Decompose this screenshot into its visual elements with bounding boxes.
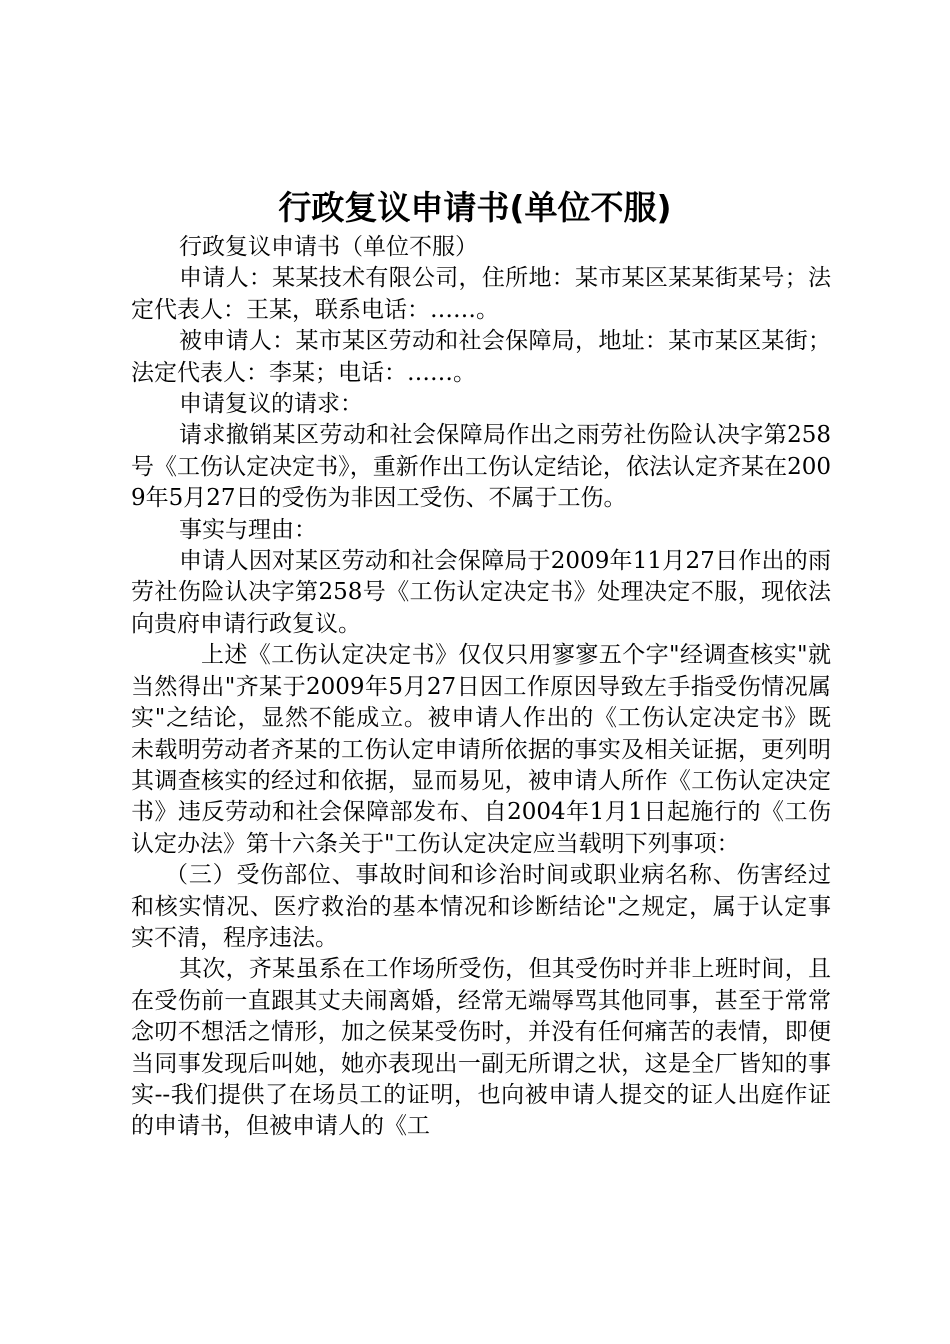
paragraph-facts-first: 上述《工伤认定决定书》仅仅只用寥寥五个字"经调查核实"就当然得出"齐某于2009年5月27日因工作原因导致左手指受伤情况属实"之结论，显然不能成立。被申请人作出的《工伤认定决定书》既未载明劳动者齐某的工伤认定申请所依据的事实及相关证据，更列明其调查核实的经过和依据，显而易见，被申请人所作《工伤认定决定书》违反劳动和社会保障部发布、自2004年1月1日起施行的《工伤认定办法》第十六条关于"工伤认定决定应当载明下列事项： xyxy=(131,642,831,857)
paragraph-respondent: 被申请人：某市某区劳动和社会保障局，地址：某市某区某街；法定代表人：李某；电话：……。 xyxy=(131,328,831,386)
paragraph-applicant: 申请人：某某技术有限公司，住所地：某市某区某某街某号；法定代表人：王某，联系电话：……。 xyxy=(131,265,831,323)
paragraph-facts-intro: 申请人因对某区劳动和社会保障局于2009年11月27日作出的雨劳社伤险认决字第258号《工伤认定决定书》处理决定不服，现依法向贵府申请行政复议。 xyxy=(131,548,831,637)
paragraph-request-heading: 申请复议的请求： xyxy=(179,391,363,418)
paragraph-facts-item-three: （三）受伤部位、事故时间和诊治时间或职业病名称、伤害经过和核实情况、医疗救治的基本情况和诊断结论"之规定，属于认定事实不清，程序违法。 xyxy=(131,862,831,951)
document-title: 行政复议申请书(单位不服) xyxy=(278,188,672,227)
paragraph-facts-heading: 事实与理由： xyxy=(179,516,317,543)
paragraph-heading-repeat: 行政复议申请书（单位不服） xyxy=(179,234,478,260)
paragraph-facts-second: 其次，齐某虽系在工作场所受伤，但其受伤时并非上班时间，且在受伤前一直跟其丈夫闹离婚，经常无端辱骂其他同事，甚至于常常念叨不想活之情形，加之侯某受伤时，并没有任何痛苦的表情，即便当同事发现后叫她，她亦表现出一副无所谓之状，这是全厂皆知的事实--我们提供了在场员工的证明，也向被申请人提交的证人出庭作证的申请书，但被申请人的《工 xyxy=(131,956,831,1140)
document-body xyxy=(131,232,831,1143)
paragraph-request: 请求撤销某区劳动和社会保障局作出之雨劳社伤险认决字第258号《工伤认定决定书》，重新作出工伤认定结论，依法认定齐某在2009年5月27日的受伤为非因工受伤、不属于工伤。 xyxy=(131,422,831,512)
